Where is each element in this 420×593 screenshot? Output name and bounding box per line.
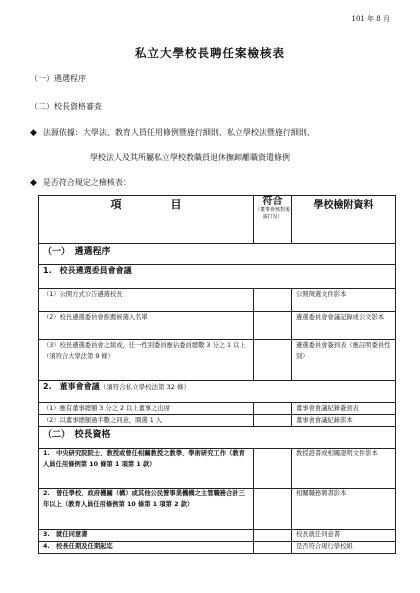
page-title: 私立大學校長聘任案檢核表	[135, 46, 285, 60]
check-cell[interactable]	[254, 289, 292, 312]
check-cell[interactable]	[254, 340, 292, 381]
section-selection-procedure: （一）遴選程序	[30, 74, 86, 83]
table-row: 3. 就任同意書 校長就任同意書	[39, 530, 396, 542]
check-cell[interactable]	[254, 489, 292, 530]
header-item: 項 目	[39, 196, 254, 244]
table-row: 4. 校長任期及任期起迄 是否符合現行學校組	[39, 542, 396, 554]
table-header-row	[39, 196, 396, 244]
section-row: （二） 校長資格	[39, 427, 396, 449]
subsection-row: 1. 校長遴選委員會會議	[39, 265, 396, 289]
legal-basis-line	[30, 127, 315, 138]
legal-basis-text: 法源依據：大學法、教育人員任用條例暨施行細則、私立學校法暨施行細則、	[42, 128, 315, 137]
section-row: （一） 遴選程序	[39, 244, 396, 265]
check-cell[interactable]	[254, 530, 292, 542]
table-row: （1）公開方式公告遴選校長 公開徵選文件影本	[39, 289, 396, 312]
check-cell[interactable]	[254, 403, 292, 415]
check-cell[interactable]	[254, 542, 292, 554]
table-row: （2）校長遴選委員會推薦候選人名單 遴選委員會會議記錄或公文影本	[39, 312, 396, 340]
header-compliance-note: （董事會核對後請打勾）	[254, 207, 290, 220]
diamond-bullet-icon: ◆	[30, 128, 37, 138]
table-row: （1）應有董事總額 3 分之 2 以上董事之出席 董事會會議紀錄簽到表	[39, 403, 396, 415]
header-school-docs: 學校檢附資料	[292, 196, 396, 244]
check-cell[interactable]	[254, 312, 292, 340]
date-label: 101 年 8 月	[351, 15, 390, 23]
table-row: 1. 中央研究院院士、教授或曾任相關教授之教學、學術研究工作（教育人員任用條例第 10 條第 1 項第 1 款） 教授證書或相關證明文件影本	[39, 449, 396, 489]
legal-basis-continued: 學校法人及其所屬私立學校教職員退休撫卹離職資遣條例	[90, 153, 290, 162]
checklist-intro-text: 是否符合規定之檢核表：	[42, 178, 131, 187]
checklist-table	[38, 195, 396, 554]
table-row: 2. 曾任學校、政府機關（構）或其他公民營事業機構之主管職務合計三年以上（教育人員任用條例第 10 條第 1 項第 2 款） 相關職務聘書影本	[39, 489, 396, 530]
table-row: （2）以董事總額過半數之同意，圈選 1 人 董事會會議紀錄影本	[39, 415, 396, 427]
table-row: （3）校長遴選委員會之組成，任一性別委員應佔委員總數 3 分之 1 以上（須符合大學法第 9 條） 遴選委員會簽到表（應註明委員性別）	[39, 340, 396, 381]
header-compliance: 符合 （董事會核對後請打勾）	[254, 196, 292, 244]
section-qualification-review: （二）校長資格審查	[30, 102, 102, 111]
check-cell[interactable]	[254, 449, 292, 489]
diamond-bullet-icon: ◆	[30, 178, 37, 188]
checklist-intro-line	[30, 177, 131, 188]
check-cell[interactable]	[254, 415, 292, 427]
subsection-row: 2. 董事會會議（須符合私立學校法第 32 條）	[39, 381, 396, 403]
